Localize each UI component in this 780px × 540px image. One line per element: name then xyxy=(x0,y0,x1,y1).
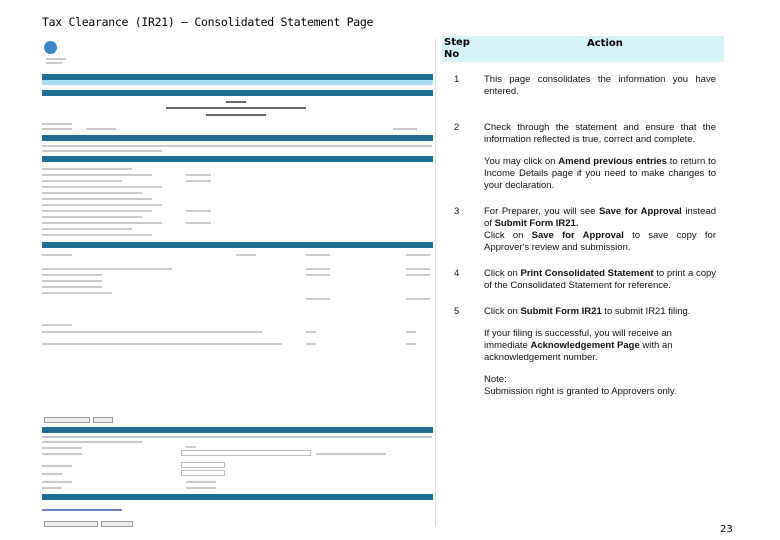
text: You may click on xyxy=(484,156,559,167)
table-header xyxy=(442,36,724,62)
text: Click on xyxy=(484,230,532,241)
text: to save copy for Approver's review and submission. xyxy=(484,230,716,253)
step-action xyxy=(484,268,716,292)
step-action xyxy=(484,122,716,192)
bold-label: Save for Approval xyxy=(598,206,682,217)
step-action xyxy=(484,206,716,254)
table-row xyxy=(442,122,724,192)
text: to submit IR21 filing. xyxy=(601,306,691,317)
text: Click on xyxy=(484,306,521,317)
screenshot-consolidated-statement xyxy=(36,38,436,526)
page-title: Tax Clearance (IR21) – Consolidated Statement Page xyxy=(42,15,374,29)
text: Click on xyxy=(484,268,521,279)
header-step-no: Step No xyxy=(444,37,470,60)
amend-label: Amend previous entries xyxy=(558,156,667,167)
text: to return to Income Details page if you need to make changes to your declaration. xyxy=(484,156,717,191)
text: For Preparer, you will see xyxy=(484,206,599,217)
text: to print a copy of the Consolidated Statement for reference. xyxy=(484,268,717,291)
text: with an acknowledgement number. xyxy=(484,340,673,363)
header-action: Action xyxy=(587,38,623,49)
bold-label: Acknowledgement Page xyxy=(530,340,640,351)
note-label: Note: xyxy=(484,374,507,385)
steps-table xyxy=(442,36,724,412)
step-action xyxy=(484,306,716,398)
page-number: 23 xyxy=(720,524,733,535)
bold-label: Submit Form IR21 xyxy=(520,306,602,317)
bold-label: Submit Form IR21. xyxy=(494,218,579,229)
text: instead of xyxy=(484,206,716,229)
step-action: This page consolidates the information you have entered. xyxy=(484,74,716,97)
step-number: 4 xyxy=(454,268,460,279)
table-row xyxy=(442,206,724,254)
step-number: 5 xyxy=(454,306,460,317)
step-text: Check through the statement and ensure that the information reflected is true, correct and complete. xyxy=(484,122,716,145)
table-body xyxy=(442,62,724,398)
note-text: Submission right is granted to Approvers only. xyxy=(484,386,677,397)
success-note xyxy=(484,328,716,364)
table-row xyxy=(442,74,724,98)
step-number: 2 xyxy=(454,122,460,133)
bold-label: Print Consolidated Statement xyxy=(520,268,654,279)
step-note xyxy=(484,156,716,192)
logo-icon xyxy=(44,41,57,54)
step-number: 3 xyxy=(454,206,460,217)
table-row xyxy=(442,268,724,292)
text: If your filing is successful, you will receive an immediate xyxy=(484,328,672,351)
step-number: 1 xyxy=(454,74,460,85)
table-row xyxy=(442,306,724,398)
bold-label: Save for Approval xyxy=(531,230,624,241)
